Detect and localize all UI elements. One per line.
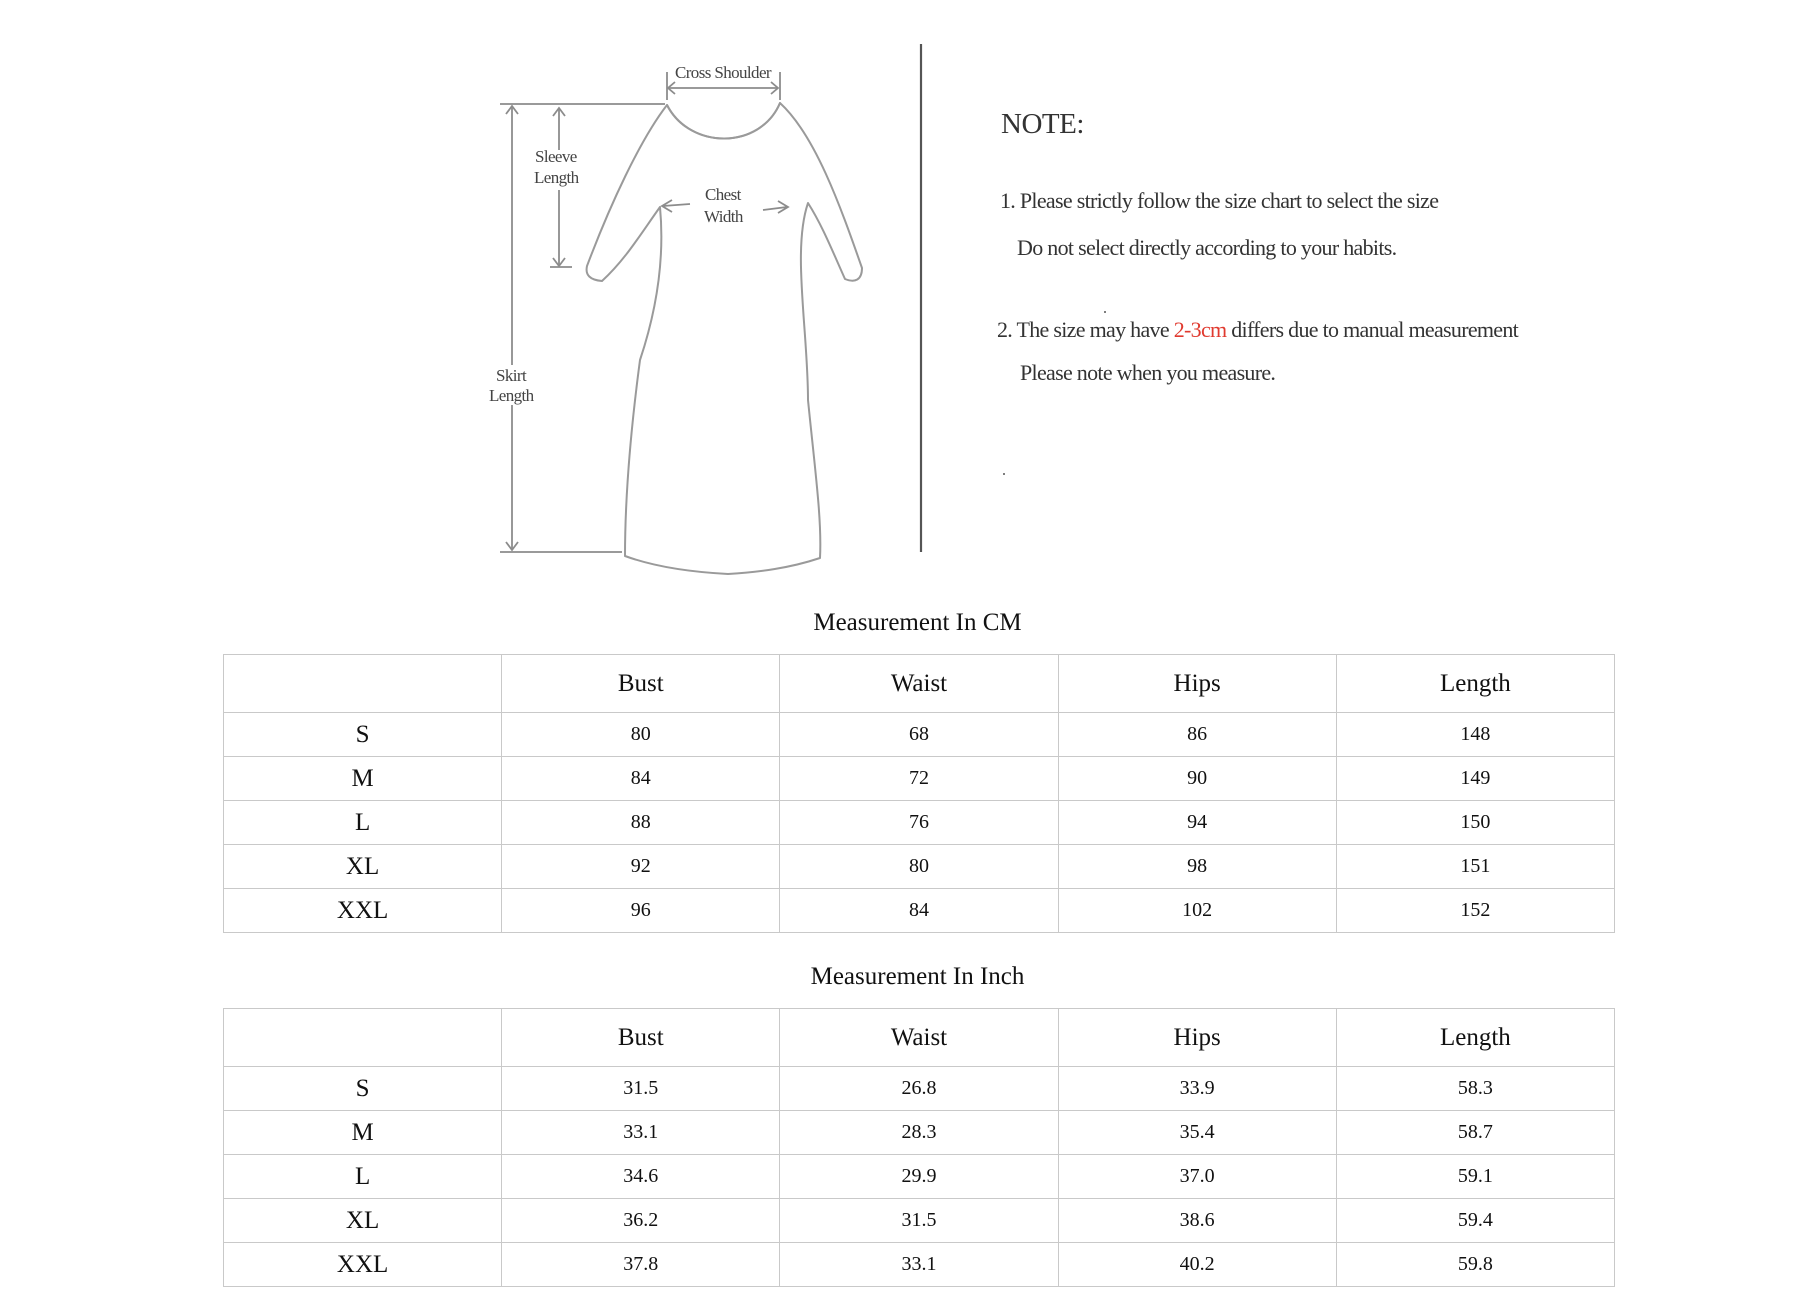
table-header-cell: Bust: [502, 1009, 780, 1067]
table-cell: 36.2: [502, 1199, 780, 1243]
cross-shoulder-label: Cross Shoulder: [675, 63, 771, 82]
size-label-cell: S: [224, 713, 502, 757]
size-label-cell: XL: [224, 1199, 502, 1243]
table-row: [224, 845, 1615, 889]
table-row: [224, 1199, 1615, 1243]
table-row: [224, 1243, 1615, 1287]
table-cell: 148: [1336, 713, 1614, 757]
table-cell: 31.5: [502, 1067, 780, 1111]
table-cell: 90: [1058, 757, 1336, 801]
table-cell: 151: [1336, 845, 1614, 889]
table-row: [224, 889, 1615, 933]
stray-dot: [1003, 473, 1005, 475]
dress-measurement-diagram: [0, 0, 1801, 600]
dress-outline: [587, 103, 862, 574]
sleeve-length-label-2: Length: [534, 168, 579, 187]
cm-size-table: [223, 654, 1615, 933]
table-cell: 96: [502, 889, 780, 933]
table-cell: 37.8: [502, 1243, 780, 1287]
table-cell: 80: [502, 713, 780, 757]
skirt-length-label-2: Length: [489, 386, 534, 405]
table-cell: 59.1: [1336, 1155, 1614, 1199]
table-cell: 98: [1058, 845, 1336, 889]
table-cell: 68: [780, 713, 1058, 757]
table-cell: 58.3: [1336, 1067, 1614, 1111]
size-label-cell: M: [224, 1111, 502, 1155]
note-title: NOTE:: [1001, 108, 1084, 140]
size-label-cell: L: [224, 1155, 502, 1199]
table-cell: 94: [1058, 801, 1336, 845]
note-line-2b: Please note when you measure.: [1020, 360, 1276, 385]
table-header-cell: Hips: [1058, 1009, 1336, 1067]
table-header-cell: Waist: [780, 655, 1058, 713]
table-cell: 58.7: [1336, 1111, 1614, 1155]
table-cell: 40.2: [1058, 1243, 1336, 1287]
table-cell: 33.1: [502, 1111, 780, 1155]
table-row: [224, 713, 1615, 757]
note-line-2-post: differs due to manual measurement: [1226, 317, 1519, 342]
size-label-cell: XXL: [224, 889, 502, 933]
chest-width-label-2: Width: [704, 207, 743, 226]
table-row: [224, 1155, 1615, 1199]
table-cell: 33.1: [780, 1243, 1058, 1287]
table-header-cell: Length: [1336, 1009, 1614, 1067]
table-cell: 28.3: [780, 1111, 1058, 1155]
size-label-cell: XL: [224, 845, 502, 889]
table-cell: 35.4: [1058, 1111, 1336, 1155]
table-header-cell: [224, 1009, 502, 1067]
table-row: [224, 801, 1615, 845]
table-header-cell: [224, 655, 502, 713]
table-row: [224, 1111, 1615, 1155]
size-label-cell: S: [224, 1067, 502, 1111]
table-cell: 86: [1058, 713, 1336, 757]
table-cell: 84: [502, 757, 780, 801]
table-cell: 92: [502, 845, 780, 889]
skirt-length-label-1: Skirt: [496, 366, 527, 385]
size-label-cell: XXL: [224, 1243, 502, 1287]
note-line-2-pre: 2. The size may have: [997, 317, 1174, 342]
table-cell: 88: [502, 801, 780, 845]
table-cell: 149: [1336, 757, 1614, 801]
size-label-cell: L: [224, 801, 502, 845]
table-cell: 80: [780, 845, 1058, 889]
inch-table-caption: Measurement In Inch: [810, 963, 1025, 990]
note-line-1b: Do not select directly according to your habits.: [1017, 235, 1397, 260]
table-header-cell: Bust: [502, 655, 780, 713]
table-header-cell: Hips: [1058, 655, 1336, 713]
table-header-row: [224, 655, 1615, 713]
table-cell: 33.9: [1058, 1067, 1336, 1111]
table-cell: 34.6: [502, 1155, 780, 1199]
table-row: [224, 757, 1615, 801]
note-line-2: [997, 317, 1518, 343]
table-cell: 37.0: [1058, 1155, 1336, 1199]
table-cell: 150: [1336, 801, 1614, 845]
table-cell: 152: [1336, 889, 1614, 933]
table-cell: 59.4: [1336, 1199, 1614, 1243]
size-label-cell: M: [224, 757, 502, 801]
table-cell: 29.9: [780, 1155, 1058, 1199]
cm-table-caption: Measurement In CM: [813, 609, 1022, 636]
table-cell: 72: [780, 757, 1058, 801]
table-cell: 59.8: [1336, 1243, 1614, 1287]
table-cell: 76: [780, 801, 1058, 845]
stray-dot: [1104, 311, 1106, 313]
table-header-cell: Length: [1336, 655, 1614, 713]
table-cell: 38.6: [1058, 1199, 1336, 1243]
table-cell: 84: [780, 889, 1058, 933]
table-header-row: [224, 1009, 1615, 1067]
table-cell: 26.8: [780, 1067, 1058, 1111]
inch-size-table: [223, 1008, 1615, 1287]
sleeve-length-label-1: Sleeve: [535, 147, 577, 166]
note-line-2-highlight: 2-3cm: [1173, 317, 1227, 342]
table-cell: 102: [1058, 889, 1336, 933]
table-row: [224, 1067, 1615, 1111]
table-header-cell: Waist: [780, 1009, 1058, 1067]
table-cell: 31.5: [780, 1199, 1058, 1243]
chest-width-label-1: Chest: [705, 185, 741, 204]
note-line-1: 1. Please strictly follow the size chart to select the size: [1000, 188, 1439, 213]
